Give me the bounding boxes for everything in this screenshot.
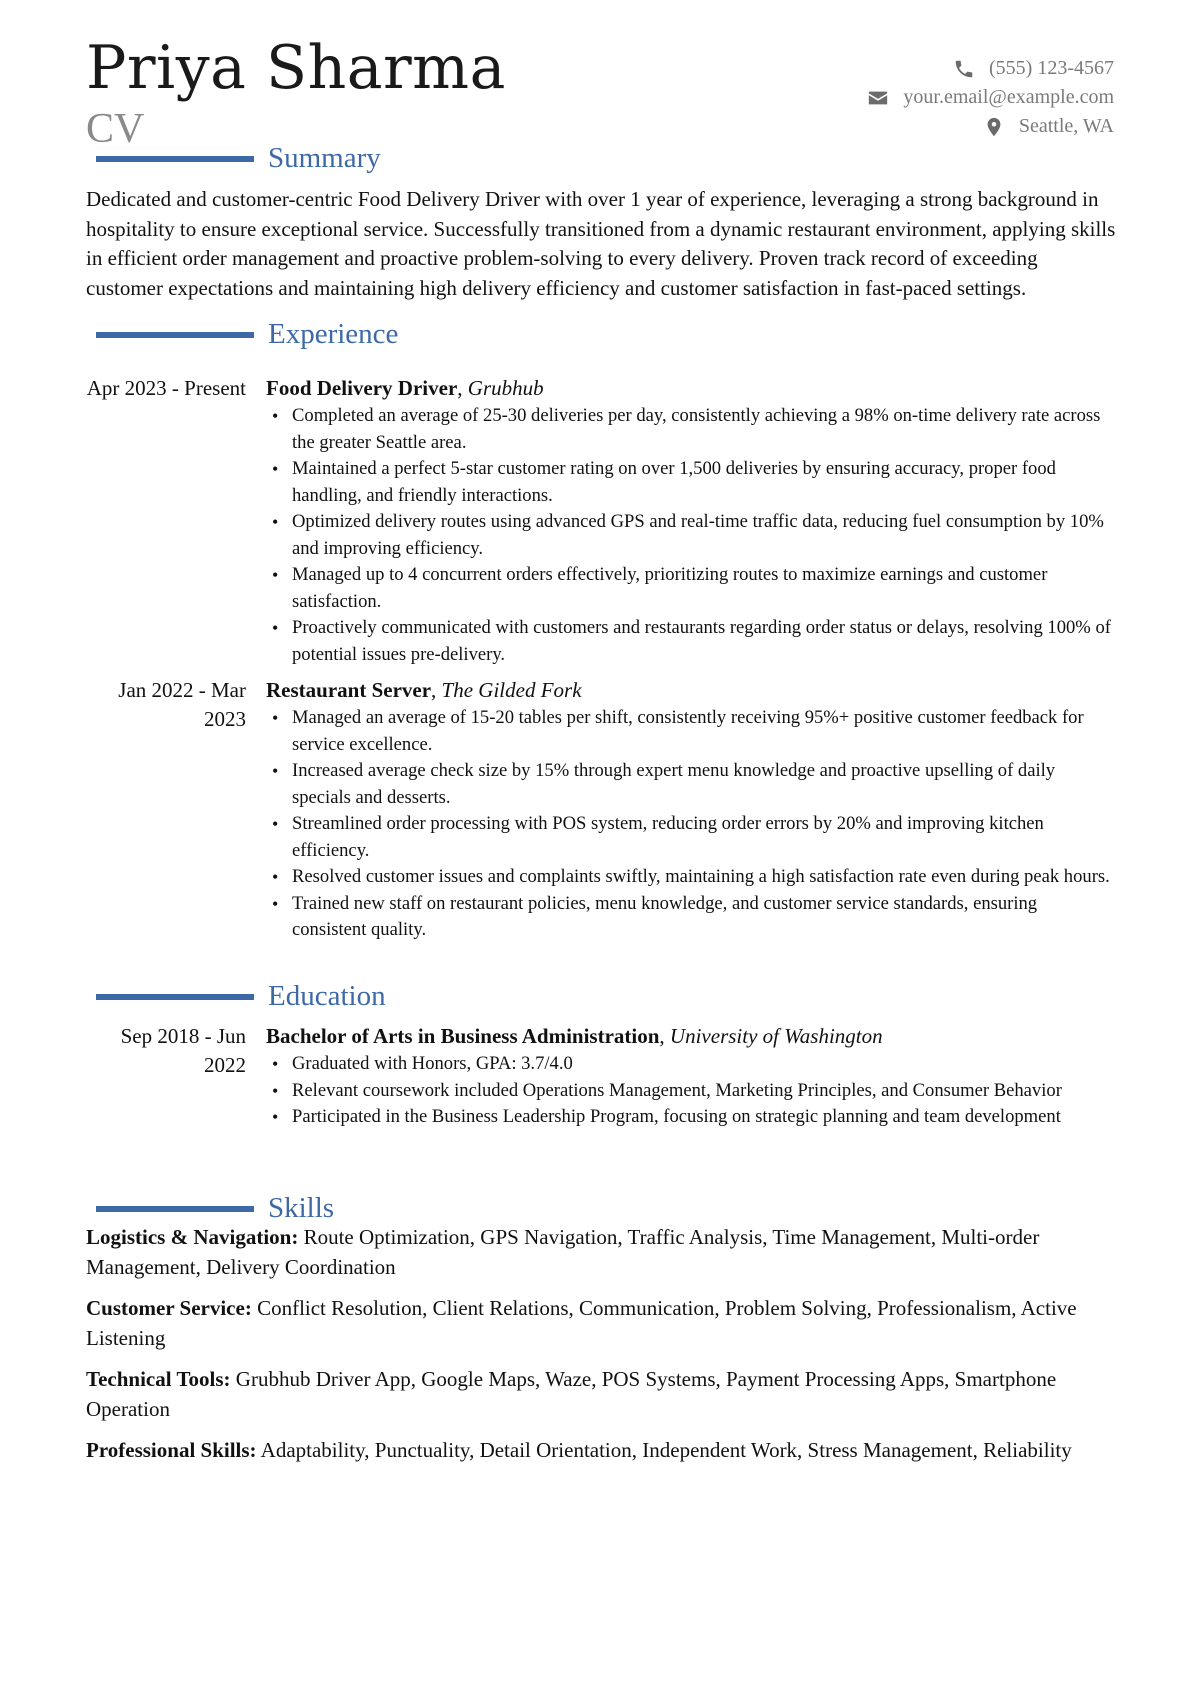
section-title: Education	[268, 980, 386, 1012]
skill-row	[86, 1365, 1116, 1424]
candidate-name: Priya Sharma	[86, 33, 506, 103]
skill-text: Route Optimization, GPS Navigation, Traffic Analysis, Time Management, Multi-order Management, Delivery Coordination	[86, 1225, 1040, 1279]
phone-icon	[953, 58, 975, 80]
section-bar	[96, 1206, 254, 1212]
list-item: • Optimized delivery routes using advanced GPS and real-time traffic data, reducing fuel consumption by 10% and improving efficiency.	[266, 509, 1116, 562]
skill-label: Technical Tools:	[86, 1367, 231, 1391]
degree-title: Bachelor of Arts in Business Administration	[266, 1024, 660, 1048]
section-education-heading	[96, 982, 386, 1011]
job-title: Restaurant Server	[266, 678, 432, 702]
section-bar	[96, 994, 254, 1000]
skill-label: Professional Skills:	[86, 1438, 257, 1462]
skill-text: Conflict Resolution, Client Relations, Communication, Problem Solving, Professionalism, Active Listening	[86, 1296, 1077, 1350]
list-item: • Participated in the Business Leadership Program, focusing on strategic planning and team development	[266, 1104, 1116, 1131]
bullet-list	[266, 403, 1116, 668]
entry-heading: Food Delivery Driver, Grubhub	[266, 376, 544, 400]
list-item: • Relevant coursework included Operations Management, Marketing Principles, and Consumer Behavior	[266, 1078, 1116, 1105]
map-pin-icon	[983, 116, 1005, 138]
section-title: Summary	[268, 142, 381, 174]
skills-list	[86, 1223, 1116, 1478]
document-subtitle: CV	[86, 106, 145, 152]
list-item: • Resolved customer issues and complaints swiftly, maintaining a high satisfaction rate even during peak hours.	[266, 864, 1116, 891]
section-bar	[96, 156, 254, 162]
email-address: your.email@example.com	[903, 86, 1114, 108]
entry-date: Jan 2022 - Mar 2023	[118, 678, 246, 731]
skill-row	[86, 1436, 1116, 1466]
section-bar	[96, 332, 254, 338]
envelope-icon	[867, 87, 889, 109]
institution: University of Washington	[669, 1024, 883, 1048]
list-item: • Graduated with Honors, GPA: 3.7/4.0	[266, 1051, 1116, 1078]
contact-email[interactable]	[867, 83, 1114, 112]
list-item: • Increased average check size by 15% through expert menu knowledge and proactive upselling of daily specials and desserts.	[266, 758, 1116, 811]
skill-row	[86, 1223, 1116, 1282]
summary-text: Dedicated and customer-centric Food Delivery Driver with over 1 year of experience, leveraging a strong background in hospitality to ensure exceptional service. Successfully transitioned from a dynamic restaurant environment, applying skills in efficient order management and proactive problem-solving to every delivery. Proven track record of exceeding customer expectations and maintaining high delivery efficiency and customer satisfaction in fast-paced settings.	[86, 187, 1116, 300]
contact-block	[867, 54, 1114, 141]
employer: The Gilded Fork	[441, 678, 582, 702]
bullet-list	[266, 705, 1116, 944]
skill-text: Adaptability, Punctuality, Detail Orientation, Independent Work, Stress Management, Reliability	[260, 1438, 1072, 1462]
section-title: Experience	[268, 318, 399, 350]
skill-row	[86, 1294, 1116, 1353]
job-title: Food Delivery Driver	[266, 376, 458, 400]
entry-heading: Bachelor of Arts in Business Administration, University of Washington	[266, 1024, 883, 1048]
list-item: • Managed up to 4 concurrent orders effectively, prioritizing routes to maximize earnings and customer satisfaction.	[266, 562, 1116, 615]
phone-number: (555) 123-4567	[989, 57, 1114, 79]
skill-text: Grubhub Driver App, Google Maps, Waze, POS Systems, Payment Processing Apps, Smartphone Operation	[86, 1367, 1057, 1421]
list-item: • Trained new staff on restaurant policies, menu knowledge, and customer service standards, ensuring consistent quality.	[266, 891, 1116, 944]
entry-heading: Restaurant Server, The Gilded Fork	[266, 678, 582, 702]
section-summary-heading	[96, 144, 381, 173]
employer: Grubhub	[467, 376, 544, 400]
section-skills-heading	[96, 1194, 334, 1223]
location-text: Seattle, WA	[1018, 115, 1114, 137]
contact-phone[interactable]	[867, 54, 1114, 83]
bullet-list	[266, 1051, 1116, 1131]
entry-date: Apr 2023 - Present	[86, 376, 246, 400]
list-item: • Completed an average of 25-30 deliveries per day, consistently achieving a 98% on-time delivery rate across the greater Seattle area.	[266, 403, 1116, 456]
entry-date: Sep 2018 - Jun 2022	[120, 1024, 246, 1077]
list-item: • Managed an average of 15-20 tables per shift, consistently receiving 95%+ positive customer feedback for service excellence.	[266, 705, 1116, 758]
list-item: • Streamlined order processing with POS system, reducing order errors by 20% and improving kitchen efficiency.	[266, 811, 1116, 864]
section-title: Skills	[268, 1192, 335, 1224]
list-item: • Maintained a perfect 5-star customer rating on over 1,500 deliveries by ensuring accuracy, proper food handling, and friendly interactions.	[266, 456, 1116, 509]
section-experience-heading	[96, 320, 398, 349]
contact-location	[867, 112, 1114, 141]
skill-label: Logistics & Navigation:	[86, 1225, 299, 1249]
skill-label: Customer Service:	[86, 1296, 252, 1320]
list-item: • Proactively communicated with customers and restaurants regarding order status or delays, resolving 100% of potential issues pre-delivery.	[266, 615, 1116, 668]
